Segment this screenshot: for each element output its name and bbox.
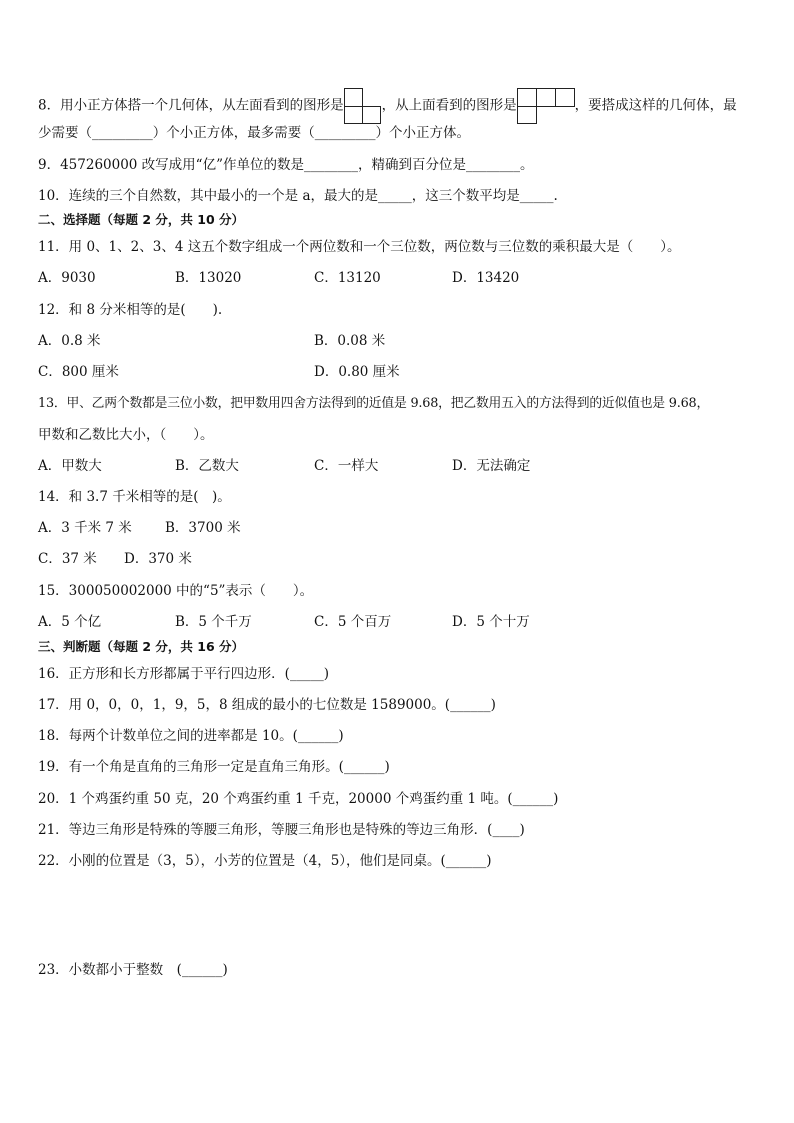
question-13-option-a: A．甲数大 [38,458,102,474]
question-8-line1 [38,88,737,124]
question-16: 16．正方形和长方形都属于平行四边形．(_____) [38,666,329,682]
question-21: 21．等边三角形是特殊的等腰三角形，等腰三角形也是特殊的等边三角形．(____) [38,822,525,838]
question-13-option-d: D．无法确定 [452,458,531,474]
question-13-option-c: C．一样大 [314,458,379,474]
question-20: 20．1 个鸡蛋约重 50 克，20 个鸡蛋约重 1 千克，20000 个鸡蛋约重 1 吨。(______) [38,791,559,807]
section-3-heading: 三、判断题（每题 2 分，共 16 分） [38,639,245,654]
question-14-option-a: A．3 千米 7 米 [38,520,132,536]
question-11-option-d: D．13420 [452,270,520,286]
question-14-stem: 14．和 3.7 千米相等的是( )。 [38,489,231,505]
question-13-stem-line2: 甲数和乙数比大小，（ ）。 [38,427,214,443]
top-view-figure [517,88,575,124]
question-9: 9．457260000 改写成用“亿”作单位的数是________，精确到百分位是________。 [38,157,534,173]
question-10: 10．连续的三个自然数，其中最小的一个是 a，最大的是_____，这三个数平均是_____. [38,188,558,204]
question-23: 23．小数都小于整数 (______) [38,962,228,978]
question-12-option-d: D．0.80 厘米 [314,364,400,380]
question-11-option-b: B．13020 [175,270,242,286]
question-15-option-b: B．5 个千万 [175,614,252,630]
question-14-option-c: C．37 米 [38,551,97,567]
question-12-option-c: C．800 厘米 [38,364,119,380]
question-12-stem: 12．和 8 分米相等的是( ). [38,302,223,318]
question-17: 17．用 0，0，0，1，9，5，8 组成的最小的七位数是 1589000。(______) [38,697,496,713]
question-22: 22．小刚的位置是（3，5），小芳的位置是（4，5），他们是同桌。(______) [38,853,492,869]
question-8-text-part2: ，从上面看到的图形是 [381,97,517,114]
question-12-option-a: A．0.8 米 [38,333,101,349]
question-11-option-a: A．9030 [38,270,96,286]
question-15-option-c: C．5 个百万 [314,614,392,630]
question-8-text-part3: ，要搭成这样的几何体，最 [574,97,737,114]
question-11-option-c: C．13120 [314,270,381,286]
question-15-option-a: A．5 个亿 [38,614,102,630]
question-14-option-b: B．3700 米 [165,520,241,536]
question-11-stem: 11．用 0、1、2、3、4 这五个数字组成一个两位数和一个三位数，两位数与三位数的乘积最大是（ ）。 [38,239,681,255]
question-15-stem: 15．300050002000 中的“5”表示（ ）。 [38,583,314,599]
question-12-option-b: B．0.08 米 [314,333,386,349]
question-18: 18．每两个计数单位之间的进率都是 10。(______) [38,728,344,744]
section-2-heading: 二、选择题（每题 2 分，共 10 分） [38,212,245,227]
question-13-stem-line1: 13．甲、乙两个数都是三位小数，把甲数用四舍方法得到的近值是 9.68，把乙数用五入的方法得到的近似值也是 9.68， [38,396,710,411]
question-14-option-d: D．370 米 [124,551,192,567]
question-8-line2: 少需要（_________）个小正方体，最多需要（_________）个小正方体。 [38,125,470,141]
question-13-option-b: B．乙数大 [175,458,239,474]
question-19: 19．有一个角是直角的三角形一定是直角三角形。(______) [38,759,390,775]
question-8-text-part1: 8．用小正方体搭一个几何体，从左面看到的图形是 [38,97,344,114]
question-15-option-d: D．5 个十万 [452,614,530,630]
left-view-figure [344,88,382,124]
